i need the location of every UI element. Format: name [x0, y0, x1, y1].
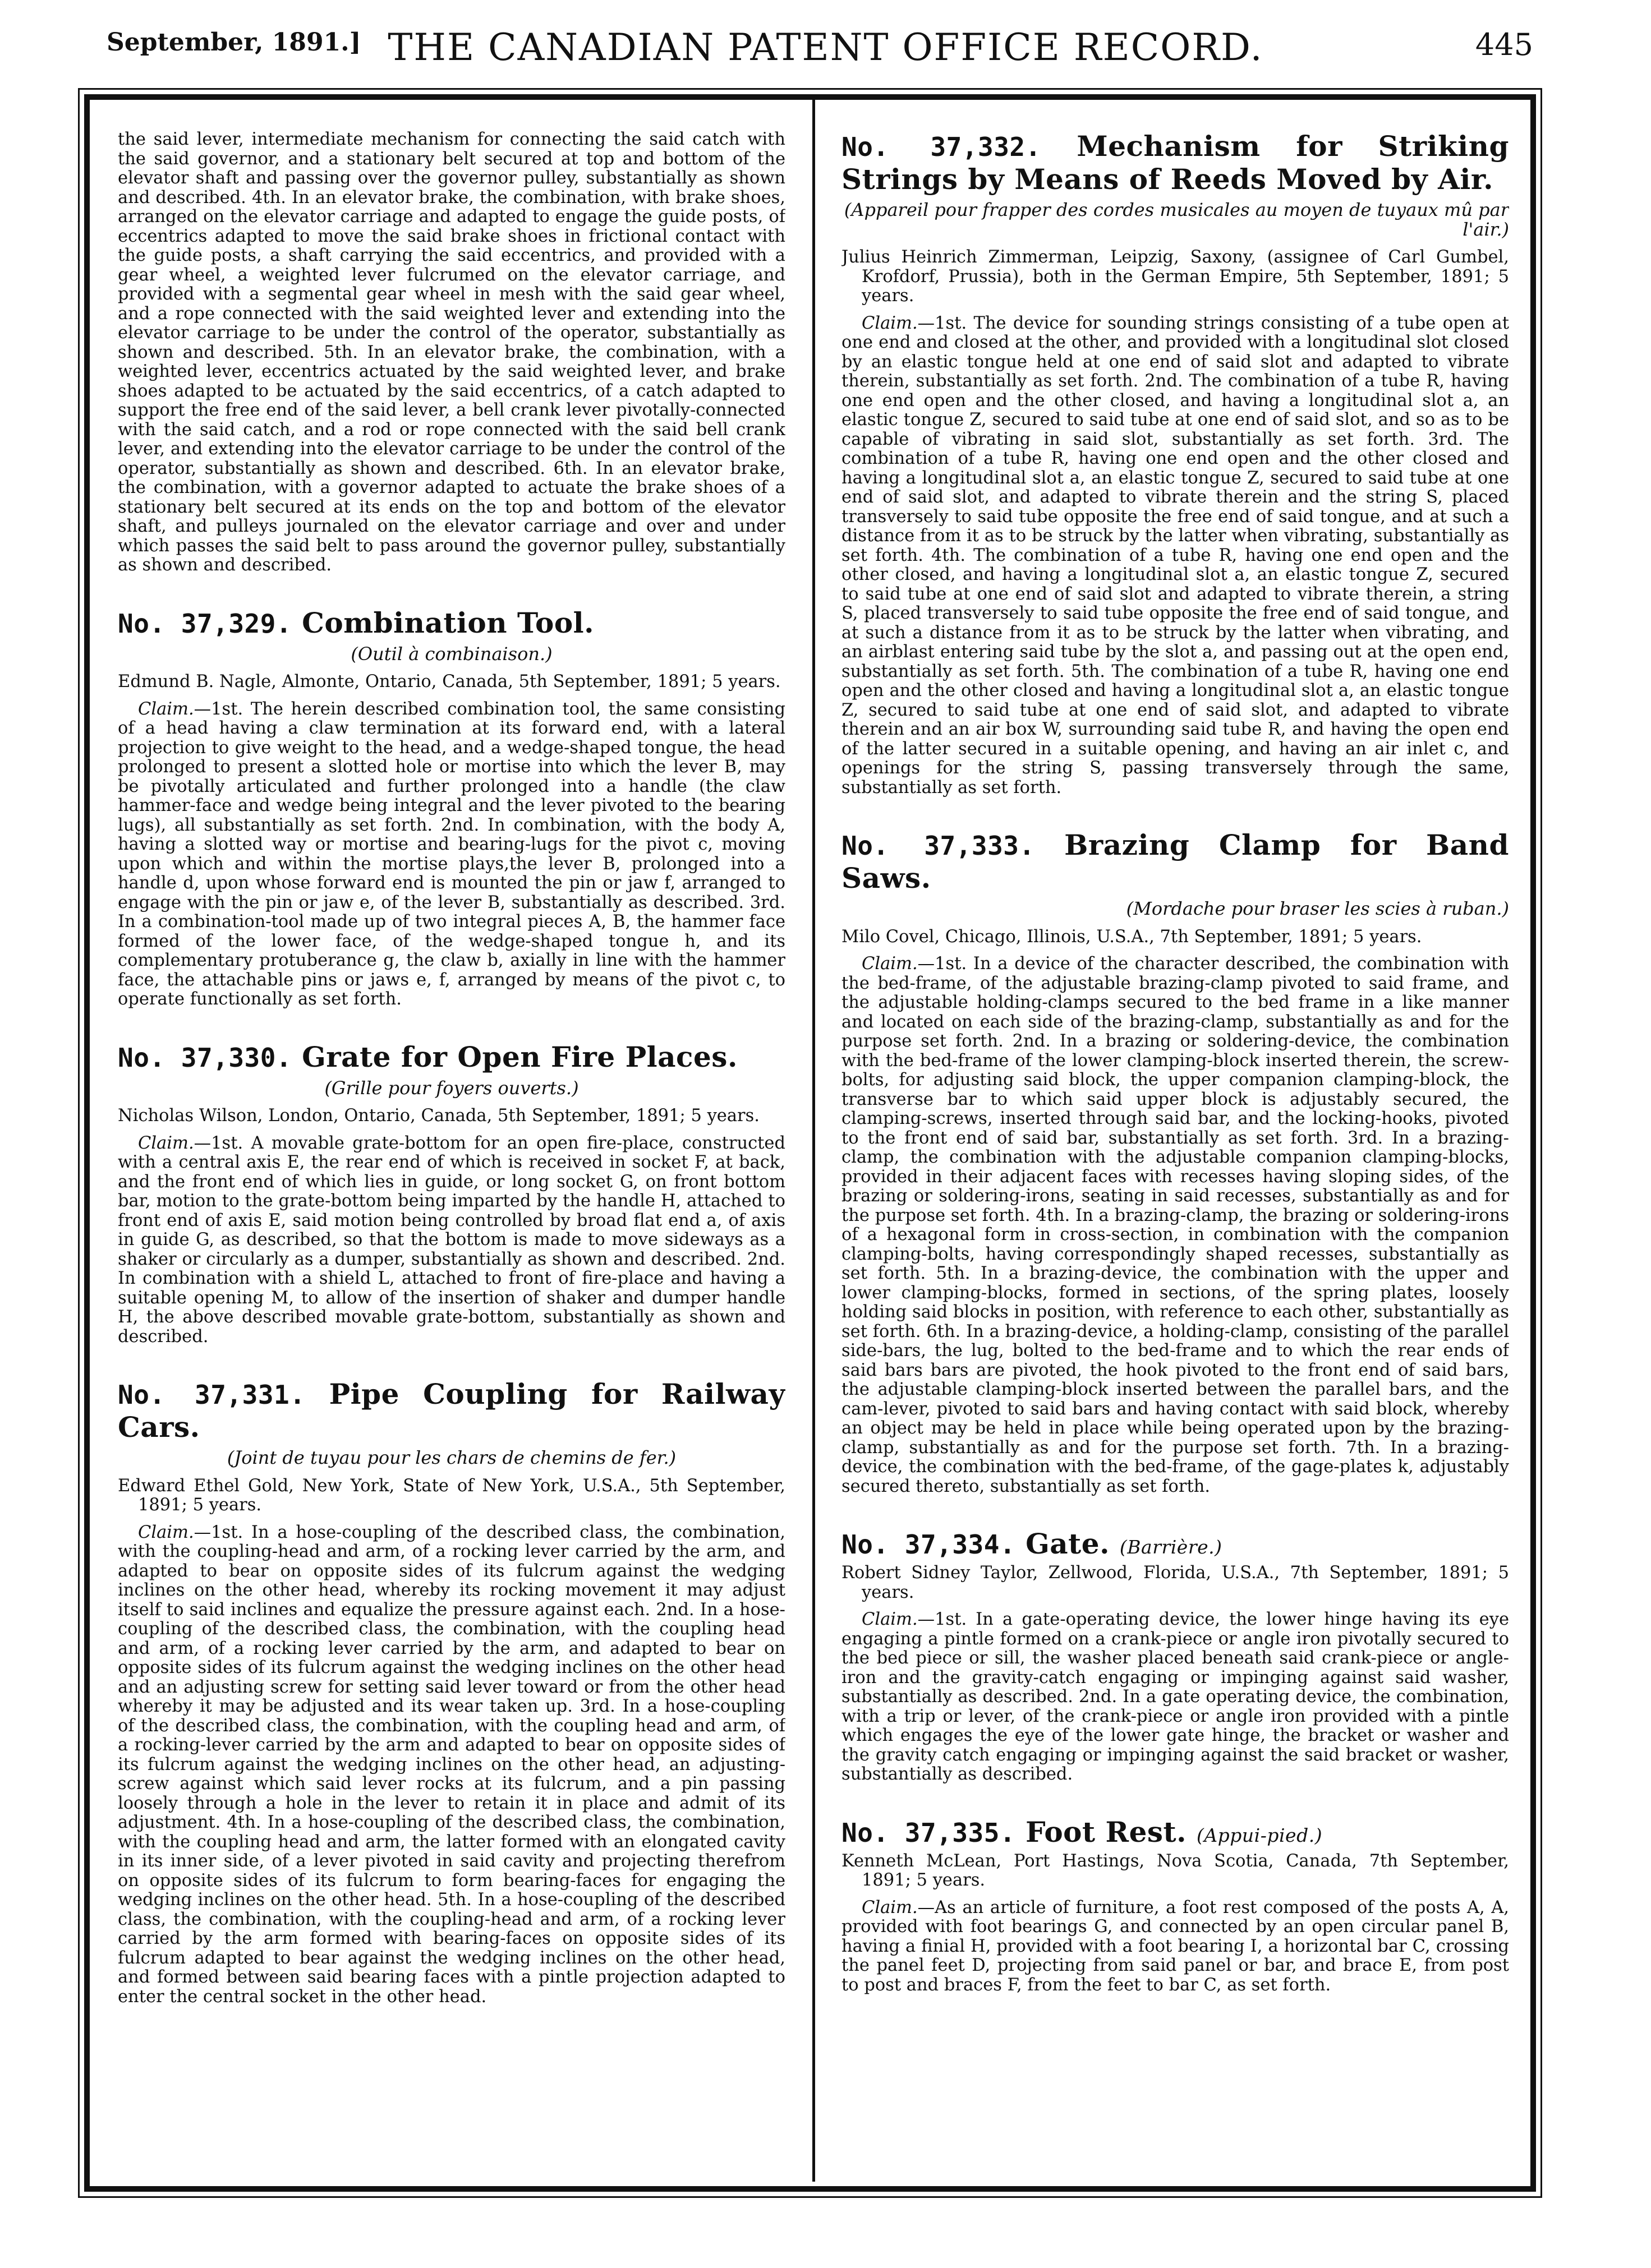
claim-label: Claim. [862, 1610, 918, 1629]
claim-body: —1st. The herein described combination tool, the same consisting of a head having a claw termination at its forward end, with a lateral projection to give weight to the head, and a wedge-shaped tongue, the head prolonged to present a slotted hole or mortise into which the lever B, may be pivotally articulated and further prolonged into a handle (the claw hammer-face and wedge being integral and the lever pivoted to the bearing lugs), all substantially as set forth. 2nd. In combination, with the body A, having a slotted way or mortise and bearing-lugs for the pivot c, moving upon which and within the mortise plays,the lever B, prolonged into a handle d, upon whose forward end is mounted the pin or jaw f, arranged to engage with the pin or jaw e, of the lever B, substantially as described. 3rd. In a combination-tool made up of two integral pieces A, B, the hammer face formed of the lower face, of the wedge-shaped tongue h, and its complementary protuberance g, the claw b, axially in line with the hammer face, the attachable pins or jaws e, f, arranged by means of the pivot c, to operate functionally as set forth. [118, 699, 785, 1009]
inventor-line: Julius Heinrich Zimmerman, Leipzig, Saxony, (assignee of Carl Gumbel, Krofdorf, Prussia), both in the German Empire, 5th September, 1891; 5 years. [841, 247, 1509, 306]
claim-body: —1st. The device for sounding strings consisting of a tube open at one end and closed at the other, and provided with a longitudinal slot closed by an elastic tongue held at one end of said slot and adapted to vibrate therein, substantially as set forth. 2nd. The combination of a tube R, having one end open and the other closed, and having a longitudinal slot a, an elastic tongue Z, secured to said tube at one end of said slot, and so as to be capable of vibrating in said slot, substantially as set forth. 3rd. The combination of a tube R, having one end open and the other closed and having a longitudinal slot a, an elastic tongue Z, secured to said tube at one end of said slot, and adapted to vibrate therein and the string S, placed transversely to said tube opposite the free end of said tongue, and at such a distance from it as to be struck by the latter when vibrating, substantially as set forth. 4th. The combination of a tube R, having one end open and the other closed, and having a longitudinal slot a, an elastic tongue Z, secured to said tube at one end of said slot and adapted to vibrate therein, a string S, placed transversely to said tube opposite the free end of said tongue, and at such a distance from it as to be struck by the latter when vibrating, and an airblast entering said tube by the slot a, and passing out at the open end, substantially as set forth. 5th. The combination of a tube R, having one end open and the other closed and having a longitudinal slot a, an elastic tongue Z, secured to said tube at one end of said slot, and adapted to vibrate therein and an air box W, surrounding said tube R, and having the open end of the latter secured in a suitable opening, and having an air inlet c, and openings for the string S, passing transversely through the same, substantially as set forth. [841, 313, 1509, 798]
claim-body: —1st. In a gate-operating device, the lower hinge having its eye engaging a pintle formed on a crank-piece or angle iron pivotally secured to the bed piece or sill, the washer placed beneath said crank-piece or angle-iron and the gravity-catch engaging or impinging against said washer, substantially as described. 2nd. In a gate operating device, the combination, with a trip or lever, of the crank-piece or angle iron provided with a pintle which engages the eye of the lower gate hinge, the bracket or washer and the gravity catch engaging or impinging against the said bracket or washer, substantially as described. [841, 1610, 1509, 1784]
patent-number: No. 37,334. [841, 1529, 1016, 1560]
patent-title: Gate. [1025, 1527, 1110, 1560]
entry-heading [118, 1041, 785, 1074]
entry-heading [118, 1378, 785, 1444]
french-title: (Grille pour foyers ouverts.) [324, 1077, 579, 1099]
patent-title: Combination Tool. [302, 606, 595, 639]
patent-title: Pipe Coupling for Railway Cars. [118, 1377, 785, 1444]
entry-heading [841, 829, 1509, 895]
french-title: (Outil à combinaison.) [351, 643, 553, 665]
claim-label: Claim. [138, 1133, 194, 1153]
patent-title: Foot Rest. [1025, 1815, 1187, 1848]
claim-label: Claim. [862, 1897, 918, 1917]
entry-heading [841, 1528, 1509, 1564]
inventor-line: Robert Sidney Taylor, Zellwood, Florida, U.S.A., 7th September, 1891; 5 years. [841, 1563, 1509, 1602]
entry-heading [841, 1816, 1509, 1852]
patent-number: No. 37,331. [118, 1380, 306, 1410]
french-title: (Joint de tuyau pour les chars de chemins de fer.) [227, 1447, 677, 1468]
french-title: (Mordache pour braser les scies à ruban.) [1126, 898, 1509, 919]
inventor-line: Edmund B. Nagle, Almonte, Ontario, Canada, 5th September, 1891; 5 years. [118, 672, 781, 692]
patent-number: No. 37,333. [841, 831, 1035, 861]
claim-body: —1st. A movable grate-bottom for an open fire-place, constructed with a central axis E, the rear end of which is received in socket F, at back, and the front end of which lies in guide, or long socket G, on front bottom bar, motion to the grate-bottom being imparted by the handle H, attached to front end of axis E, said motion being controlled by broad flat end a, of axis in guide G, as described, so that the bottom is made to move sideways as a shaker or circularly as a dumper, substantially as shown and described. 2nd. In combination with a shield L, attached to front of fire-place and having a suitable opening M, to allow of the insertion of shaker and dumper handle H, the above described movable grate-bottom, substantially as shown and described. [118, 1133, 785, 1347]
issue-date: September, 1891.] [107, 28, 361, 57]
patent-entry-37330 [118, 1041, 785, 1347]
inventor-line: Edward Ethel Gold, New York, State of New York, U.S.A., 5th September, 1891; 5 years. [118, 1476, 785, 1515]
claim-text [841, 1610, 1509, 1785]
patent-entry-37332 [841, 130, 1509, 798]
claim-text [841, 314, 1509, 798]
claim-label: Claim. [862, 313, 918, 333]
continued-claim-text: the said lever, intermediate mechanism for connecting the said catch with the said governor, and a stationary belt secured at top and bottom of the elevator shaft and passing over the governor pulley, substantially as shown and described. 4th. In an elevator brake, the combination, with brake shoes, arranged on the elevator carriage and adapted to engage the guide posts, of eccentrics adapted to move the said brake shoes in frictional contact with the guide posts, a shaft carrying the said eccentrics, and provided with a gear wheel, a weighted lever fulcrumed on the elevator carriage, and provided with a segmental gear wheel in mesh with the said gear wheel, and a rope connected with the said weighted lever and extending into the elevator carriage to be under the control of the operator, substantially as shown and described. 5th. In an elevator brake, the combination, with a weighted lever, eccentrics actuated by the said weighted lever, and brake shoes adapted to be actuated by the said eccentrics, of a catch adapted to support the free end of the said lever, a bell crank lever pivotally-connected with the said catch, and a rod or rope connected with the said bell crank lever, and extending into the elevator carriage to be under the control of the operator, substantially as shown and described. 6th. In an elevator brake, the combination, with a governor adapted to actuate the brake shoes of a stationary belt secured at its ends on the top and bottom of the elevator shaft, and pulleys journaled on the elevator carriage and over and under which passes the said belt to pass around the governor pulley, substantially as shown and described. [118, 130, 785, 575]
claim-label: Claim. [862, 954, 918, 974]
patent-number: No. 37,332. [841, 132, 1041, 162]
column-divider [812, 100, 815, 2182]
claim-text [118, 1523, 785, 2007]
right-column [841, 130, 1509, 2166]
entry-heading [841, 130, 1509, 196]
patent-title: Brazing Clamp for Band Saws. [841, 828, 1509, 895]
claim-text [841, 1898, 1509, 1995]
claim-label: Claim. [138, 699, 194, 719]
claim-text [841, 955, 1509, 1496]
patent-number: No. 37,330. [118, 1042, 292, 1073]
patent-entry-37329 [118, 607, 785, 1009]
claim-body: —1st. In a device of the character described, the combination with the bed-frame, of the adjustable brazing-clamp pivoted to said frame, and the adjustable holding-clamps secured to the bed frame in a like manner and located on each side of the brazing-clamp, substantially as and for the purpose set forth. 2nd. In a brazing or soldering-device, the combination with the bed-frame of the lower clamping-block inserted therein, the screw-bolts, for adjusting said block, the upper companion clamping-block, the transverse bar to which said upper block is adjustably secured, the clamping-screws, inserted through said bar, and the locking-hooks, pivoted to the front end of said bar, substantially as set forth. 3rd. In a brazing-clamp, the combination with the adjustable companion clamping-blocks, provided in their adjacent faces with recesses having sloping sides, of the brazing or soldering-irons, seating in said recesses, substantially as and for the purpose set forth. 4th. In a brazing-clamp, the brazing or soldering-irons of a hexagonal form in cross-section, in combination with the companion clamping-bolts, having correspondingly shaped recesses, substantially as set forth. 5th. In a brazing-device, the combination with the upper and lower clamping-blocks, formed in sections, of the spring plates, loosely holding said blocks in position, with reference to each other, substantially as set forth. 6th. In a brazing-device, a holding-clamp, consisting of the parallel side-bars, the lug, bolted to the bed-frame and to which the rear ends of said bars bars are pivoted, the hook pivoted to the front end of said bars, the adjustable clamping-block inserted between the parallel bars, and the cam-lever, pivoted to said bars and having contact with said block, whereby an object may be held in place while being operated upon by the brazing-clamp, substantially as and for the purpose set forth. 7th. In a brazing-device, the combination with the bed-frame, of the gage-plates k, adjustably secured thereto, substantially as set forth. [841, 954, 1509, 1496]
claim-label: Claim. [138, 1522, 194, 1542]
patent-title: Grate for Open Fire Places. [302, 1040, 738, 1073]
french-title: (Barrière.) [1119, 1536, 1222, 1558]
patent-number: No. 37,329. [118, 608, 292, 639]
journal-title: THE CANADIAN PATENT OFFICE RECORD. [388, 26, 1263, 69]
patent-entry-37333 [841, 829, 1509, 1496]
patent-number: No. 37,335. [841, 1817, 1016, 1848]
patent-entry-37335 [841, 1816, 1509, 1995]
page-number: 445 [1475, 27, 1533, 62]
left-column [118, 130, 785, 2166]
french-title: (Appareil pour frapper des cordes musicales au moyen de tuyaux mû par l'air.) [844, 199, 1509, 240]
french-title: (Appui-pied.) [1196, 1824, 1323, 1846]
entry-heading [118, 607, 785, 640]
inventor-line: Milo Covel, Chicago, Illinois, U.S.A., 7th September, 1891; 5 years. [841, 926, 1422, 947]
claim-text [118, 700, 785, 1009]
patent-title: Mechanism for Striking Strings by Means of Reeds Moved by Air. [841, 130, 1509, 196]
patent-entry-37331 [118, 1378, 785, 2007]
inventor-line: Kenneth McLean, Port Hastings, Nova Scotia, Canada, 7th September, 1891; 5 years. [841, 1851, 1509, 1890]
claim-body: —1st. In a hose-coupling of the described class, the combination, with the coupling-head and arm, of a rocking lever carried by the arm, and adapted to bear on opposite sides of its fulcrum against the wedging inclines on the other head, whereby its rocking movement it may adjust itself to said inclines and equalize the pressure against each. 2nd. In a hose-coupling of the described class, the combination, with the coupling head and arm, of a rocking lever carried by the arm, and adapted to bear on opposite sides of its fulcrum against the wedging inclines on the other head and an adjusting screw for setting said lever toward or from the other head whereby it may be adjusted and its wear taken up. 3rd. In a hose-coupling of the described class, the combination, with the coupling head and arm, of a rocking-lever carried by the arm and adapted to bear on opposite sides of its fulcrum against the wedging inclines on the other head, an adjusting-screw against which said lever rocks at its fulcrum, and a pin passing loosely through a hole in the lever to retain it in place and admit of its adjustment. 4th. In a hose-coupling of the described class, the combination, with the coupling head and arm, the latter formed with an elongated cavity in its inner side, of a lever pivoted in said cavity and projecting therefrom on opposite sides of its fulcrum to form bearing-faces for engaging the wedging inclines on the other head. 5th. In a hose-coupling of the described class, the combination, with the coupling-head and arm, of a rocking lever carried by the arm formed with bearing-faces on opposite sides of its fulcrum adapted to bear against the wedging inclines on the other head, and formed between said bearing faces with a pintle projection adapted to enter the central socket in the other head. [118, 1522, 785, 2007]
claim-text [118, 1134, 785, 1347]
claim-body: —As an article of furniture, a foot rest composed of the posts A, A, provided with foot bearings G, and connected by an open circular panel B, having a finial H, provided with a foot bearing I, a horizontal bar C, crossing the panel feet D, projecting from said panel or bar, and brace E, from post to post and braces F, from the feet to bar C, as set forth. [841, 1897, 1509, 1995]
patent-entry-37334 [841, 1528, 1509, 1785]
inventor-line: Nicholas Wilson, London, Ontario, Canada, 5th September, 1891; 5 years. [118, 1106, 760, 1126]
running-head [0, 0, 1651, 79]
